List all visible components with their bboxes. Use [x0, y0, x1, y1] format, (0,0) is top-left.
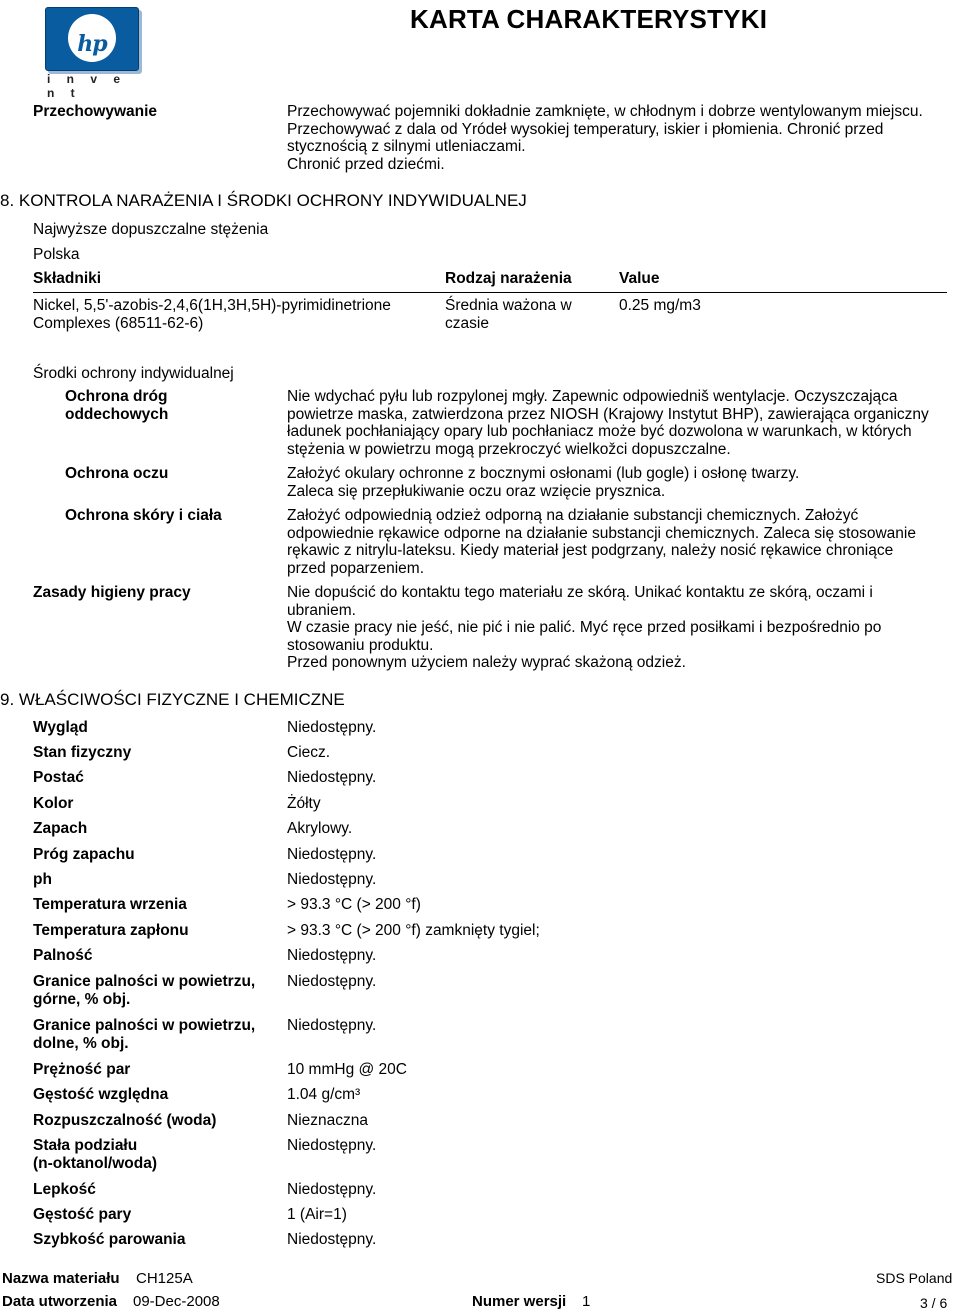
- respiratory-label-line: Ochrona dróg: [65, 388, 168, 405]
- logo-circle: [68, 14, 116, 62]
- property-value-stala-podzialu: Niedostępny.: [287, 1137, 377, 1154]
- property-value-granice-dolne: Niedostępny.: [287, 1017, 377, 1034]
- property-label-palnosc: Palność: [33, 947, 93, 964]
- hygiene-line: ubraniem.: [287, 601, 356, 619]
- storage-line: Przechowywać z dala od Yródeł wysokiej temperatury, iskier i płomienia. Chronić przed: [287, 120, 884, 138]
- limits-heading: Najwyższe dopuszczalne stężenia: [33, 221, 269, 238]
- property-value-granice-gorne: Niedostępny.: [287, 973, 377, 990]
- storage-text: [287, 103, 957, 173]
- property-label-stala-podzialu: [33, 1137, 157, 1172]
- property-value-postac: Niedostępny.: [287, 769, 377, 786]
- table-header-component: Składniki: [33, 270, 102, 287]
- hygiene-line: stosowaniu produktu.: [287, 636, 434, 654]
- footer-material-value: CH125A: [136, 1270, 193, 1287]
- property-label-rozpuszczalnosc: Rozpuszczalność (woda): [33, 1112, 217, 1129]
- respiratory-label-line: oddechowych: [65, 405, 169, 423]
- property-value-wrzenie: > 93.3 °C (> 200 °f): [287, 896, 421, 913]
- respiratory-label: [65, 388, 168, 423]
- eye-protection-line: Założyć okulary ochronne z bocznymi osłonami (lub gogle) i osłonę twarzy.: [287, 465, 800, 482]
- property-value-lepkosc: Niedostępny.: [287, 1181, 377, 1198]
- respiratory-line: powietrze maska, zatwierdzona przez NIOSH (Krajowy Instytut BHP), zawierająca organiczny: [287, 405, 929, 423]
- section-9-title: 9. WŁAŚCIWOŚCI FIZYCZNE I CHEMICZNE: [0, 690, 345, 709]
- skin-protection-label: Ochrona skóry i ciała: [65, 507, 222, 524]
- property-value-gestosc: 1.04 g/cm³: [287, 1086, 361, 1103]
- property-value-palnosc: Niedostępny.: [287, 947, 377, 964]
- respiratory-text: [287, 388, 957, 458]
- property-label-line: Stała podziału: [33, 1137, 138, 1154]
- hygiene-line: Nie dopuścić do kontaktu tego materiału ze skórą. Unikać kontaktu ze skórą, oczami i: [287, 584, 873, 601]
- footer-version-value: 1: [582, 1293, 591, 1310]
- component-name-line: Complexes (68511-62-6): [33, 314, 204, 332]
- exposure-type: [445, 297, 605, 332]
- property-value-zaplon: > 93.3 °C (> 200 °f) zamknięty tygiel;: [287, 922, 540, 939]
- footer-page-number: 3 / 6: [920, 1295, 948, 1311]
- property-label-kolor: Kolor: [33, 795, 74, 812]
- exposure-type-line: Średnia ważona w: [445, 297, 572, 314]
- property-label-gestosc-pary: Gęstość pary: [33, 1206, 132, 1223]
- property-label-stan: Stan fizyczny: [33, 744, 132, 761]
- property-label-line: dolne, % obj.: [33, 1034, 129, 1052]
- hygiene-line: Przed ponownym użyciem należy wyprać skażoną odzież.: [287, 654, 686, 671]
- exposure-value: 0.25 mg/m3: [619, 297, 701, 314]
- hygiene-line: W czasie pracy nie jeść, nie pić i nie palić. Myć ręce przed posiłkami i bezpośrednio po: [287, 619, 882, 636]
- ppe-heading: Środki ochrony indywidualnej: [33, 365, 234, 382]
- property-label-ph: ph: [33, 871, 52, 888]
- property-label-wyglad: Wygląd: [33, 719, 88, 736]
- storage-line: Chronić przed dziećmi.: [287, 155, 445, 173]
- footer-sds-label: SDS Poland: [876, 1270, 953, 1286]
- property-value-zapach: Akrylowy.: [287, 820, 353, 837]
- property-label-szybkosc: Szybkość parowania: [33, 1231, 186, 1248]
- eye-protection-label: Ochrona oczu: [65, 465, 169, 482]
- exposure-type-line: czasie: [445, 314, 489, 332]
- property-value-prog: Niedostępny.: [287, 846, 377, 863]
- storage-label: Przechowywanie: [33, 103, 158, 120]
- table-header-value: Value: [619, 270, 660, 287]
- property-label-preznosc: Prężność par: [33, 1061, 131, 1078]
- property-label-gestosc: Gęstość względna: [33, 1086, 169, 1103]
- logo-brand-text: hp: [77, 31, 107, 57]
- component-name-line: Nickel, 5,5'-azobis-2,4,6(1H,3H,5H)-pyrimidinetrione: [33, 297, 391, 314]
- footer-version-label: Numer wersji: [472, 1293, 567, 1310]
- footer-material-label: Nazwa materiału: [2, 1270, 120, 1287]
- property-value-gestosc-pary: 1 (Air=1): [287, 1206, 347, 1223]
- section-8-title: 8. KONTROLA NARAŻENIA I ŚRODKI OCHRONY INDYWIDUALNEJ: [0, 191, 527, 210]
- property-label-granice-gorne: [33, 973, 255, 1008]
- hp-logo: [45, 7, 139, 71]
- property-label-wrzenie: Temperatura wrzenia: [33, 896, 187, 913]
- skin-protection-line: rękawic z nitrylu-lateksu. Kiedy materiał jest podgrzany, należy nosić rękawice chroniące: [287, 542, 894, 559]
- storage-line: stycznością z silnymi utleniaczami.: [287, 138, 526, 155]
- property-label-line: górne, % obj.: [33, 990, 131, 1008]
- eye-protection-text: [287, 465, 957, 500]
- footer-created-value: 09-Dec-2008: [133, 1293, 220, 1310]
- property-label-zaplon: Temperatura zapłonu: [33, 922, 189, 939]
- table-row: [33, 297, 433, 332]
- logo-tagline: i n v e n t: [47, 72, 127, 100]
- property-label-zapach: Zapach: [33, 820, 88, 837]
- respiratory-line: Nie wdychać pyłu lub rozpylonej mgły. Zapewnic odpowiedniš wentylacje. Oczyszczająca: [287, 388, 898, 405]
- property-value-ph: Niedostępny.: [287, 871, 377, 888]
- table-header-exposure: Rodzaj narażenia: [445, 270, 572, 287]
- property-value-wyglad: Niedostępny.: [287, 719, 377, 736]
- skin-protection-text: [287, 507, 957, 577]
- property-label-line: (n-oktanol/woda): [33, 1154, 157, 1172]
- eye-protection-line: Zaleca się przepłukiwanie oczu oraz wzięcie prysznica.: [287, 482, 666, 500]
- property-label-line: Granice palności w powietrzu,: [33, 1017, 256, 1034]
- property-value-rozpuszczalnosc: Nieznaczna: [287, 1112, 368, 1129]
- skin-protection-line: Założyć odpowiednią odzież odporną na działanie substancji chemicznych. Założyć: [287, 507, 859, 524]
- property-value-stan: Ciecz.: [287, 744, 331, 761]
- footer-created-label: Data utworzenia: [2, 1293, 118, 1310]
- property-value-preznosc: 10 mmHg @ 20C: [287, 1061, 407, 1078]
- property-label-prog: Próg zapachu: [33, 846, 135, 863]
- skin-protection-line: przed poparzeniem.: [287, 559, 424, 577]
- table-header-divider: [33, 292, 947, 293]
- property-label-granice-dolne: [33, 1017, 255, 1052]
- country-label: Polska: [33, 246, 80, 263]
- respiratory-line: stężenia w powietrzu mogą przekroczyć wielkožci dopuszczalne.: [287, 440, 731, 458]
- hygiene-text: [287, 584, 957, 672]
- storage-line: Przechowywać pojemniki dokładnie zamknięte, w chłodnym i dobrze wentylowanym miejscu.: [287, 103, 923, 120]
- respiratory-line: ładunek pochłaniający opary lub pochłaniacz może być dozwolona w warunkach, w których: [287, 423, 912, 440]
- property-value-szybkosc: Niedostępny.: [287, 1231, 377, 1248]
- skin-protection-line: odpowiednie rękawice odporne na działanie substancji chemicznych. Zaleca się stosowanie: [287, 524, 916, 542]
- property-label-line: Granice palności w powietrzu,: [33, 973, 256, 990]
- property-label-postac: Postać: [33, 769, 84, 786]
- property-value-kolor: Żółty: [287, 795, 321, 812]
- property-label-lepkosc: Lepkość: [33, 1181, 96, 1198]
- document-title: KARTA CHARAKTERYSTYKI: [410, 4, 768, 34]
- hygiene-label: Zasady higieny pracy: [33, 584, 191, 601]
